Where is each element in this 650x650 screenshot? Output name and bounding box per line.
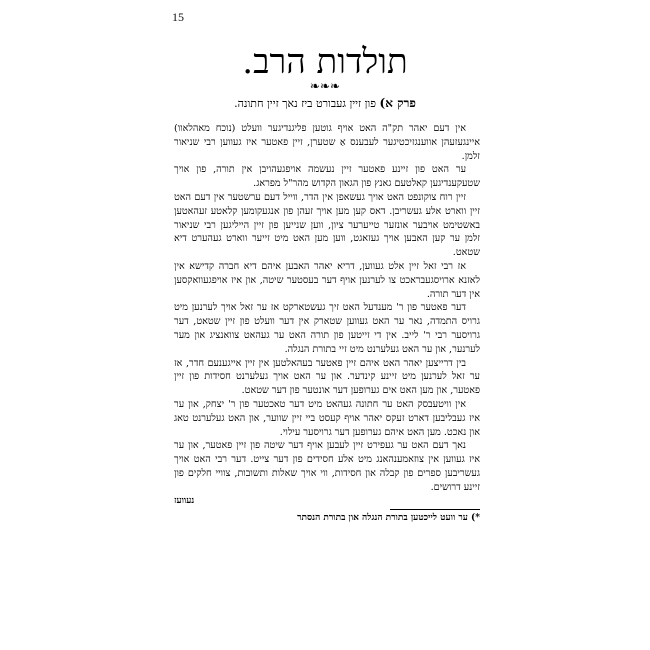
signature-word: נעוועז xyxy=(174,495,195,506)
paragraph: ער האט פון זיינע פאטער זיין נעשמה אויפגעהויבן אין תורה, פון אויך שטעקענדיגען קאלטעם גאנץ פון הגאון הקדוש מהר"ל מפראג. xyxy=(174,164,480,190)
title-ornament: ❧❧❧ xyxy=(309,79,341,93)
page-number: 15 xyxy=(172,10,184,24)
paragraph: זיין רוח צוקונפט האט אויך געשאפן אין הדר, ווייל דעם ערשטער אין דעם האט זיין ווארט אלע געשריבן. דאס קען מען אויך זעהן פון אנגעקומען קלאטע זעהאטען באשטימט אויבער אונזער טייערער ציון, ווען שנייען פון זיין הייליגען רבי שניאור זלמן ער קען האבען אויך געזאגט, ווען מען האט מיט זייער ווארט געהערט דיא שטאט. xyxy=(174,191,480,259)
paragraph: אז רבי זאל זיין אלט געווען, דריא יאהר האבען איהם דיא חברה קדישא אין לאזנא ארויסגעבראכט צו לערנען אויף דער בעסטער שיטה, און איז אויפגעוואקסען אין דער תורה. xyxy=(174,260,480,300)
paragraph: אין וויטעבסק האט ער חתונה געהאט מיט דער טאכטער פון ר' יצחק, און ער איז געבליבען דארט זעקס יאהר אויף קעסט ביי זיין שווער, און האט געלערנט טאג און נאכט. מען האט איהם גערופען דער גרויסער עילוי. xyxy=(174,398,480,438)
chapter-heading xyxy=(172,96,478,111)
chapter-label: פרק א) xyxy=(379,96,416,110)
paragraph: דער פאטער פון ר' מענדעל האט זיך געשטארקט אז ער זאל אויך לערנען מיט גרויס התמדה, נאר ער האט געווען שטארק אין דער וועלט פון זיין שטאט, דער גרויסער רבי ר' לייב. אין די זייטען פון תורה האט ער געהאט צוואנציג און מער לערנער, און ער האט געלערנט מיט זיי בתורת הנגלה. xyxy=(174,302,480,355)
footnote-divider xyxy=(390,509,480,510)
paragraph: אין דעם יאהר תק"ה האט אויף גוטען פליגנדיגער וועלט (נוכח מאהלאוו) איינגעזעהן אווענגזיכטיגער לעבענס אַ שטערן, זיין פאטער איז געווען רבי שניאור זלמן. xyxy=(174,123,480,162)
main-text xyxy=(174,122,480,622)
paragraph: בין דרייצען יאהר האט איהם זיין פאטער בעהאלטען אין זיין אייגענעם חדר, אז ער זאל לערנען מיט זיינע קינדער. און ער האט אויך געלערנט חסידות פון זיין פאטער, און מען האט אים גערופען דער אונטער פון דער שטאט. xyxy=(174,357,480,397)
chapter-subtitle: פון זיין געבורט ביז נאך זיין חתונה. xyxy=(234,97,377,110)
paragraph: נאך דעם האט ער געפירט זיין לעבען אויף דער שיטה פון זיין פאטער, און ער איז געווען אין צוזאמענהאנג מיט אלע חסידים פון דער צייט. דער רבי האט אויך געשריבען ספרים פון קבלה און חסידות, ווי אויך שאלות ותשובות, צוויי חלקים פון זיינע דרושים. xyxy=(174,440,480,493)
page-title: תולדות הרב. xyxy=(242,42,408,82)
footnote: *) ער וועט לייכטען בתורת הנגלה און בתורת הנסתר xyxy=(297,513,480,524)
